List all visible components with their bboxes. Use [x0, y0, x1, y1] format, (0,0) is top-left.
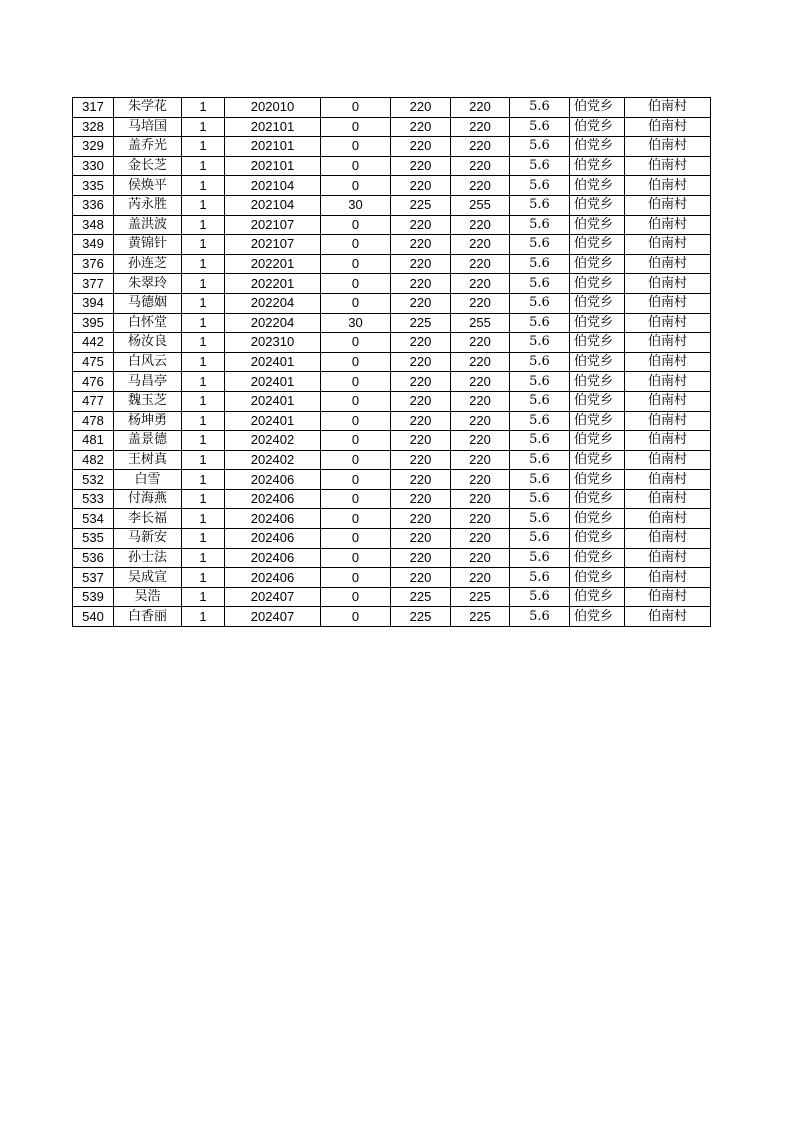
- cell-base-amount: 225: [391, 313, 451, 333]
- cell-base-amount: 220: [391, 411, 451, 431]
- cell-town: 伯党乡: [570, 548, 625, 568]
- cell-count: 1: [182, 489, 225, 509]
- cell-number: 476: [73, 372, 114, 392]
- table-row: [73, 293, 711, 313]
- cell-total-amount: 220: [451, 548, 510, 568]
- cell-town: 伯党乡: [570, 293, 625, 313]
- cell-count: 1: [182, 391, 225, 411]
- cell-number: 442: [73, 333, 114, 353]
- cell-number: 394: [73, 293, 114, 313]
- cell-month: 202101: [225, 156, 321, 176]
- table-row: [73, 411, 711, 431]
- cell-village: 伯南村: [625, 215, 711, 235]
- cell-base-amount: 220: [391, 529, 451, 549]
- cell-total-amount: 225: [451, 607, 510, 627]
- cell-subsidy: 0: [321, 548, 391, 568]
- cell-base-amount: 220: [391, 391, 451, 411]
- cell-area: 5.6: [510, 137, 570, 157]
- cell-count: 1: [182, 176, 225, 196]
- cell-number: 539: [73, 587, 114, 607]
- cell-area: 5.6: [510, 489, 570, 509]
- cell-town: 伯党乡: [570, 274, 625, 294]
- cell-subsidy: 0: [321, 352, 391, 372]
- cell-base-amount: 220: [391, 98, 451, 118]
- cell-village: 伯南村: [625, 391, 711, 411]
- cell-month: 202406: [225, 529, 321, 549]
- cell-month: 202310: [225, 333, 321, 353]
- cell-area: 5.6: [510, 313, 570, 333]
- cell-base-amount: 220: [391, 470, 451, 490]
- cell-number: 534: [73, 509, 114, 529]
- cell-subsidy: 0: [321, 411, 391, 431]
- cell-total-amount: 220: [451, 98, 510, 118]
- cell-village: 伯南村: [625, 274, 711, 294]
- cell-name: 李长福: [114, 509, 182, 529]
- cell-month: 202401: [225, 352, 321, 372]
- cell-subsidy: 0: [321, 333, 391, 353]
- cell-subsidy: 0: [321, 176, 391, 196]
- cell-number: 481: [73, 431, 114, 451]
- cell-town: 伯党乡: [570, 391, 625, 411]
- cell-count: 1: [182, 117, 225, 137]
- cell-base-amount: 220: [391, 372, 451, 392]
- cell-number: 328: [73, 117, 114, 137]
- cell-subsidy: 0: [321, 607, 391, 627]
- cell-total-amount: 220: [451, 489, 510, 509]
- cell-count: 1: [182, 352, 225, 372]
- cell-total-amount: 220: [451, 293, 510, 313]
- cell-total-amount: 220: [451, 509, 510, 529]
- cell-month: 202201: [225, 254, 321, 274]
- table-row: [73, 450, 711, 470]
- cell-base-amount: 220: [391, 117, 451, 137]
- cell-count: 1: [182, 509, 225, 529]
- cell-month: 202402: [225, 450, 321, 470]
- cell-base-amount: 220: [391, 137, 451, 157]
- cell-village: 伯南村: [625, 607, 711, 627]
- cell-total-amount: 220: [451, 215, 510, 235]
- cell-town: 伯党乡: [570, 568, 625, 588]
- cell-village: 伯南村: [625, 450, 711, 470]
- cell-count: 1: [182, 98, 225, 118]
- cell-village: 伯南村: [625, 431, 711, 451]
- cell-month: 202101: [225, 137, 321, 157]
- cell-village: 伯南村: [625, 529, 711, 549]
- cell-name: 魏玉芝: [114, 391, 182, 411]
- cell-name: 金长芝: [114, 156, 182, 176]
- cell-area: 5.6: [510, 352, 570, 372]
- cell-village: 伯南村: [625, 156, 711, 176]
- cell-subsidy: 0: [321, 235, 391, 255]
- cell-count: 1: [182, 313, 225, 333]
- table-row: [73, 587, 711, 607]
- cell-subsidy: 0: [321, 215, 391, 235]
- cell-name: 芮永胜: [114, 195, 182, 215]
- cell-subsidy: 0: [321, 489, 391, 509]
- cell-village: 伯南村: [625, 411, 711, 431]
- data-table: [72, 97, 711, 627]
- table-row: [73, 98, 711, 118]
- cell-number: 536: [73, 548, 114, 568]
- cell-town: 伯党乡: [570, 117, 625, 137]
- cell-subsidy: 0: [321, 470, 391, 490]
- cell-month: 202407: [225, 607, 321, 627]
- table-row: [73, 391, 711, 411]
- cell-name: 王树真: [114, 450, 182, 470]
- cell-town: 伯党乡: [570, 156, 625, 176]
- cell-month: 202107: [225, 235, 321, 255]
- cell-area: 5.6: [510, 607, 570, 627]
- cell-name: 孙士法: [114, 548, 182, 568]
- cell-count: 1: [182, 587, 225, 607]
- cell-count: 1: [182, 568, 225, 588]
- cell-total-amount: 220: [451, 450, 510, 470]
- cell-number: 478: [73, 411, 114, 431]
- cell-number: 317: [73, 98, 114, 118]
- cell-month: 202107: [225, 215, 321, 235]
- cell-base-amount: 220: [391, 489, 451, 509]
- cell-base-amount: 220: [391, 293, 451, 313]
- cell-number: 477: [73, 391, 114, 411]
- cell-name: 白风云: [114, 352, 182, 372]
- table-row: [73, 176, 711, 196]
- cell-month: 202402: [225, 431, 321, 451]
- cell-number: 533: [73, 489, 114, 509]
- cell-month: 202406: [225, 509, 321, 529]
- cell-subsidy: 0: [321, 450, 391, 470]
- cell-area: 5.6: [510, 450, 570, 470]
- cell-base-amount: 220: [391, 176, 451, 196]
- cell-town: 伯党乡: [570, 235, 625, 255]
- cell-subsidy: 0: [321, 274, 391, 294]
- cell-total-amount: 225: [451, 587, 510, 607]
- cell-count: 1: [182, 274, 225, 294]
- cell-town: 伯党乡: [570, 470, 625, 490]
- cell-name: 吴浩: [114, 587, 182, 607]
- cell-town: 伯党乡: [570, 176, 625, 196]
- cell-name: 白雪: [114, 470, 182, 490]
- cell-month: 202401: [225, 411, 321, 431]
- cell-village: 伯南村: [625, 548, 711, 568]
- cell-subsidy: 0: [321, 98, 391, 118]
- cell-name: 白香丽: [114, 607, 182, 627]
- cell-total-amount: 220: [451, 156, 510, 176]
- cell-count: 1: [182, 548, 225, 568]
- table-row: [73, 254, 711, 274]
- cell-number: 349: [73, 235, 114, 255]
- cell-base-amount: 220: [391, 156, 451, 176]
- cell-total-amount: 220: [451, 529, 510, 549]
- cell-number: 482: [73, 450, 114, 470]
- cell-area: 5.6: [510, 470, 570, 490]
- table-row: [73, 333, 711, 353]
- cell-area: 5.6: [510, 293, 570, 313]
- cell-area: 5.6: [510, 411, 570, 431]
- table-row: [73, 235, 711, 255]
- table-row: [73, 274, 711, 294]
- cell-count: 1: [182, 607, 225, 627]
- cell-village: 伯南村: [625, 352, 711, 372]
- cell-village: 伯南村: [625, 313, 711, 333]
- cell-name: 马德姻: [114, 293, 182, 313]
- cell-base-amount: 220: [391, 548, 451, 568]
- cell-total-amount: 220: [451, 391, 510, 411]
- cell-subsidy: 0: [321, 509, 391, 529]
- cell-total-amount: 220: [451, 470, 510, 490]
- cell-total-amount: 255: [451, 313, 510, 333]
- cell-month: 202104: [225, 176, 321, 196]
- cell-count: 1: [182, 372, 225, 392]
- table-row: [73, 313, 711, 333]
- cell-total-amount: 220: [451, 117, 510, 137]
- cell-count: 1: [182, 450, 225, 470]
- cell-name: 侯焕平: [114, 176, 182, 196]
- cell-area: 5.6: [510, 568, 570, 588]
- cell-name: 盖乔光: [114, 137, 182, 157]
- cell-subsidy: 0: [321, 137, 391, 157]
- cell-total-amount: 220: [451, 137, 510, 157]
- table-row: [73, 372, 711, 392]
- cell-base-amount: 220: [391, 568, 451, 588]
- cell-name: 马新安: [114, 529, 182, 549]
- table-row: [73, 431, 711, 451]
- cell-area: 5.6: [510, 117, 570, 137]
- cell-month: 202010: [225, 98, 321, 118]
- cell-month: 202406: [225, 489, 321, 509]
- table-row: [73, 470, 711, 490]
- cell-total-amount: 255: [451, 195, 510, 215]
- cell-name: 朱翠玲: [114, 274, 182, 294]
- cell-town: 伯党乡: [570, 98, 625, 118]
- cell-count: 1: [182, 195, 225, 215]
- cell-month: 202401: [225, 372, 321, 392]
- cell-village: 伯南村: [625, 176, 711, 196]
- cell-village: 伯南村: [625, 568, 711, 588]
- cell-area: 5.6: [510, 156, 570, 176]
- cell-area: 5.6: [510, 215, 570, 235]
- cell-town: 伯党乡: [570, 215, 625, 235]
- table-row: [73, 137, 711, 157]
- cell-count: 1: [182, 431, 225, 451]
- cell-name: 盖景德: [114, 431, 182, 451]
- cell-base-amount: 225: [391, 195, 451, 215]
- cell-town: 伯党乡: [570, 352, 625, 372]
- table-row: [73, 195, 711, 215]
- cell-month: 202204: [225, 293, 321, 313]
- cell-total-amount: 220: [451, 235, 510, 255]
- cell-town: 伯党乡: [570, 411, 625, 431]
- cell-area: 5.6: [510, 372, 570, 392]
- table-row: [73, 156, 711, 176]
- cell-total-amount: 220: [451, 568, 510, 588]
- cell-subsidy: 0: [321, 431, 391, 451]
- cell-subsidy: 0: [321, 568, 391, 588]
- cell-name: 盖洪波: [114, 215, 182, 235]
- cell-month: 202406: [225, 470, 321, 490]
- cell-base-amount: 220: [391, 509, 451, 529]
- cell-total-amount: 220: [451, 372, 510, 392]
- cell-count: 1: [182, 293, 225, 313]
- cell-area: 5.6: [510, 195, 570, 215]
- cell-town: 伯党乡: [570, 587, 625, 607]
- cell-number: 348: [73, 215, 114, 235]
- cell-town: 伯党乡: [570, 333, 625, 353]
- cell-town: 伯党乡: [570, 137, 625, 157]
- cell-village: 伯南村: [625, 235, 711, 255]
- cell-village: 伯南村: [625, 117, 711, 137]
- cell-count: 1: [182, 137, 225, 157]
- cell-name: 杨坤勇: [114, 411, 182, 431]
- cell-total-amount: 220: [451, 333, 510, 353]
- cell-town: 伯党乡: [570, 431, 625, 451]
- cell-village: 伯南村: [625, 587, 711, 607]
- cell-area: 5.6: [510, 548, 570, 568]
- cell-base-amount: 220: [391, 431, 451, 451]
- table-row: [73, 568, 711, 588]
- cell-number: 335: [73, 176, 114, 196]
- cell-month: 202204: [225, 313, 321, 333]
- cell-subsidy: 0: [321, 587, 391, 607]
- table-row: [73, 509, 711, 529]
- cell-number: 475: [73, 352, 114, 372]
- cell-town: 伯党乡: [570, 450, 625, 470]
- table-row: [73, 117, 711, 137]
- cell-month: 202406: [225, 568, 321, 588]
- cell-name: 朱学花: [114, 98, 182, 118]
- table-row: [73, 548, 711, 568]
- cell-town: 伯党乡: [570, 313, 625, 333]
- cell-total-amount: 220: [451, 176, 510, 196]
- cell-subsidy: 0: [321, 391, 391, 411]
- cell-base-amount: 220: [391, 274, 451, 294]
- cell-town: 伯党乡: [570, 195, 625, 215]
- cell-area: 5.6: [510, 176, 570, 196]
- table-body: [73, 98, 711, 627]
- cell-base-amount: 220: [391, 333, 451, 353]
- cell-total-amount: 220: [451, 411, 510, 431]
- cell-month: 202406: [225, 548, 321, 568]
- cell-area: 5.6: [510, 529, 570, 549]
- cell-month: 202407: [225, 587, 321, 607]
- cell-month: 202201: [225, 274, 321, 294]
- cell-village: 伯南村: [625, 470, 711, 490]
- cell-name: 马培国: [114, 117, 182, 137]
- cell-number: 532: [73, 470, 114, 490]
- cell-number: 376: [73, 254, 114, 274]
- cell-month: 202101: [225, 117, 321, 137]
- cell-count: 1: [182, 156, 225, 176]
- cell-number: 535: [73, 529, 114, 549]
- cell-total-amount: 220: [451, 431, 510, 451]
- table-row: [73, 215, 711, 235]
- cell-base-amount: 220: [391, 352, 451, 372]
- cell-town: 伯党乡: [570, 529, 625, 549]
- cell-base-amount: 220: [391, 254, 451, 274]
- cell-total-amount: 220: [451, 254, 510, 274]
- cell-total-amount: 220: [451, 274, 510, 294]
- cell-total-amount: 220: [451, 352, 510, 372]
- cell-subsidy: 0: [321, 156, 391, 176]
- cell-name: 杨汝良: [114, 333, 182, 353]
- cell-subsidy: 0: [321, 254, 391, 274]
- cell-subsidy: 0: [321, 117, 391, 137]
- cell-count: 1: [182, 470, 225, 490]
- cell-subsidy: 30: [321, 195, 391, 215]
- cell-name: 吴成宣: [114, 568, 182, 588]
- cell-number: 377: [73, 274, 114, 294]
- cell-count: 1: [182, 254, 225, 274]
- cell-name: 孙连芝: [114, 254, 182, 274]
- cell-name: 白怀堂: [114, 313, 182, 333]
- cell-area: 5.6: [510, 431, 570, 451]
- cell-base-amount: 220: [391, 450, 451, 470]
- cell-town: 伯党乡: [570, 372, 625, 392]
- cell-subsidy: 30: [321, 313, 391, 333]
- cell-area: 5.6: [510, 98, 570, 118]
- cell-village: 伯南村: [625, 195, 711, 215]
- cell-area: 5.6: [510, 274, 570, 294]
- cell-area: 5.6: [510, 333, 570, 353]
- cell-base-amount: 225: [391, 587, 451, 607]
- cell-count: 1: [182, 235, 225, 255]
- cell-base-amount: 225: [391, 607, 451, 627]
- cell-town: 伯党乡: [570, 254, 625, 274]
- cell-month: 202401: [225, 391, 321, 411]
- cell-subsidy: 0: [321, 293, 391, 313]
- cell-area: 5.6: [510, 391, 570, 411]
- cell-base-amount: 220: [391, 215, 451, 235]
- cell-month: 202104: [225, 195, 321, 215]
- cell-village: 伯南村: [625, 293, 711, 313]
- cell-area: 5.6: [510, 587, 570, 607]
- cell-town: 伯党乡: [570, 509, 625, 529]
- cell-name: 付海燕: [114, 489, 182, 509]
- cell-number: 336: [73, 195, 114, 215]
- table-row: [73, 489, 711, 509]
- cell-count: 1: [182, 529, 225, 549]
- cell-village: 伯南村: [625, 137, 711, 157]
- cell-name: 马昌亭: [114, 372, 182, 392]
- cell-village: 伯南村: [625, 372, 711, 392]
- table-row: [73, 607, 711, 627]
- cell-area: 5.6: [510, 509, 570, 529]
- cell-village: 伯南村: [625, 254, 711, 274]
- cell-town: 伯党乡: [570, 607, 625, 627]
- table-row: [73, 529, 711, 549]
- cell-subsidy: 0: [321, 372, 391, 392]
- cell-subsidy: 0: [321, 529, 391, 549]
- cell-village: 伯南村: [625, 333, 711, 353]
- cell-town: 伯党乡: [570, 489, 625, 509]
- cell-area: 5.6: [510, 254, 570, 274]
- cell-village: 伯南村: [625, 489, 711, 509]
- cell-area: 5.6: [510, 235, 570, 255]
- cell-village: 伯南村: [625, 98, 711, 118]
- table-row: [73, 352, 711, 372]
- cell-number: 329: [73, 137, 114, 157]
- cell-count: 1: [182, 411, 225, 431]
- cell-number: 540: [73, 607, 114, 627]
- cell-number: 537: [73, 568, 114, 588]
- cell-count: 1: [182, 215, 225, 235]
- cell-number: 330: [73, 156, 114, 176]
- cell-number: 395: [73, 313, 114, 333]
- cell-count: 1: [182, 333, 225, 353]
- cell-base-amount: 220: [391, 235, 451, 255]
- cell-village: 伯南村: [625, 509, 711, 529]
- cell-name: 黄锦针: [114, 235, 182, 255]
